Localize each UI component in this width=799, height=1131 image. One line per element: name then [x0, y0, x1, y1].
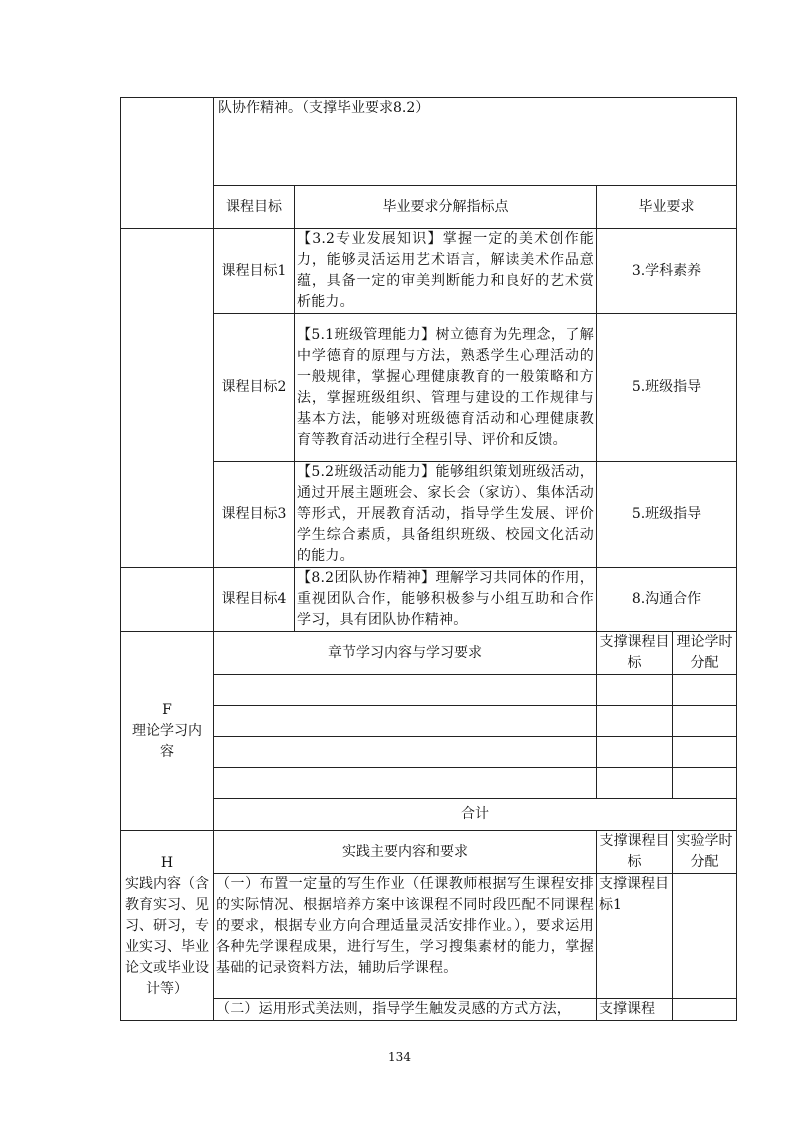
- left-blank-cell: [121, 98, 214, 229]
- practice-row-support: 支撑课程: [597, 999, 673, 1021]
- practice-header-content: 实践主要内容和要求: [214, 831, 597, 874]
- theory-label-text: 理论学习内容: [132, 722, 202, 760]
- objective-name: 课程目标4: [214, 568, 295, 632]
- objective-requirement: 5.班级指导: [597, 462, 737, 568]
- course-syllabus-table: [120, 97, 737, 1021]
- theory-section-label: [121, 632, 214, 831]
- page-number: 134: [388, 1050, 411, 1064]
- objective-requirement: 5.班级指导: [597, 314, 737, 462]
- table-row: [121, 675, 737, 706]
- practice-row-hours: [673, 874, 737, 999]
- objectives-header-goal: 课程目标: [214, 186, 295, 229]
- practice-section-label: [121, 831, 214, 1021]
- objective-name: 课程目标2: [214, 314, 295, 462]
- table-row: [121, 706, 737, 737]
- practice-label-text: 实践内容（含教育实习、见习、研习，专业实习、毕业论文或毕业设计等）: [125, 876, 209, 997]
- theory-label-code: F: [162, 701, 172, 718]
- left-blank-cell: [121, 568, 214, 632]
- theory-header-content: 章节学习内容与学习要求: [214, 632, 597, 675]
- objective-indicator: 【8.2团队协作精神】理解学习共同体的作用，重视团队合作，能够积极参与小组互助和合作学习，具有团队协作精神。: [295, 568, 597, 632]
- table-row: [121, 737, 737, 768]
- objective-indicator: 【5.2班级活动能力】能够组织策划班级活动，通过开展主题班会、家长会（家访）、集体活动等形式，开展教育活动，指导学生发展、评价学生综合素质，具备组织班级、校园文化活动的能力。: [295, 462, 597, 568]
- practice-row-hours: [673, 999, 737, 1021]
- table-row: [121, 768, 737, 799]
- objective-name: 课程目标3: [214, 462, 295, 568]
- objective-indicator: 【5.1班级管理能力】树立德育为先理念，了解中学德育的原理与方法，熟悉学生心理活动的一般规律，掌握心理健康教育的一般策略和方法，掌握班级组织、管理与建设的工作规律与基本方法，能够对班级德育活动和心理健康教育等教育活动进行全程引导、评价和反馈。: [295, 314, 597, 462]
- theory-header-support: 支撑课程目标: [597, 632, 673, 675]
- practice-row-content: （一）布置一定量的写生作业（任课教师根据写生课程安排的实际情况、根据培养方案中该课程不同时段匹配不同课程的要求，根据专业方向合理适量灵活安排作业。），要求运用各种先学课程成果，进行写生，学习搜集素材的能力，掌握基础的记录资料方法，辅助后学课程。: [214, 874, 597, 999]
- theory-header-hours: 理论学时分配: [673, 632, 737, 675]
- practice-label-code: H: [160, 855, 174, 871]
- theory-total-label: 合计: [214, 799, 737, 831]
- left-blank-cell: [121, 229, 214, 568]
- practice-header-support: 支撑课程目标: [597, 831, 673, 874]
- objectives-header-indicator: 毕业要求分解指标点: [295, 186, 597, 229]
- objective-requirement: 8.沟通合作: [597, 568, 737, 632]
- practice-header-hours: 实验学时分配: [673, 831, 737, 874]
- practice-row-content: （二）运用形式美法则，指导学生触发灵感的方式方法，: [214, 999, 597, 1021]
- practice-row-support: 支撑课程目标1: [597, 874, 673, 999]
- objectives-header-requirement: 毕业要求: [597, 186, 737, 229]
- objective-indicator: 【3.2专业发展知识】掌握一定的美术创作能力，能够灵活运用艺术语言，解读美术作品意蕴，具备一定的审美判断能力和良好的艺术赏析能力。: [295, 229, 597, 314]
- continuation-text: 队协作精神。（支撑毕业要求8.2）: [214, 98, 737, 186]
- objective-name: 课程目标1: [214, 229, 295, 314]
- objective-requirement: 3.学科素养: [597, 229, 737, 314]
